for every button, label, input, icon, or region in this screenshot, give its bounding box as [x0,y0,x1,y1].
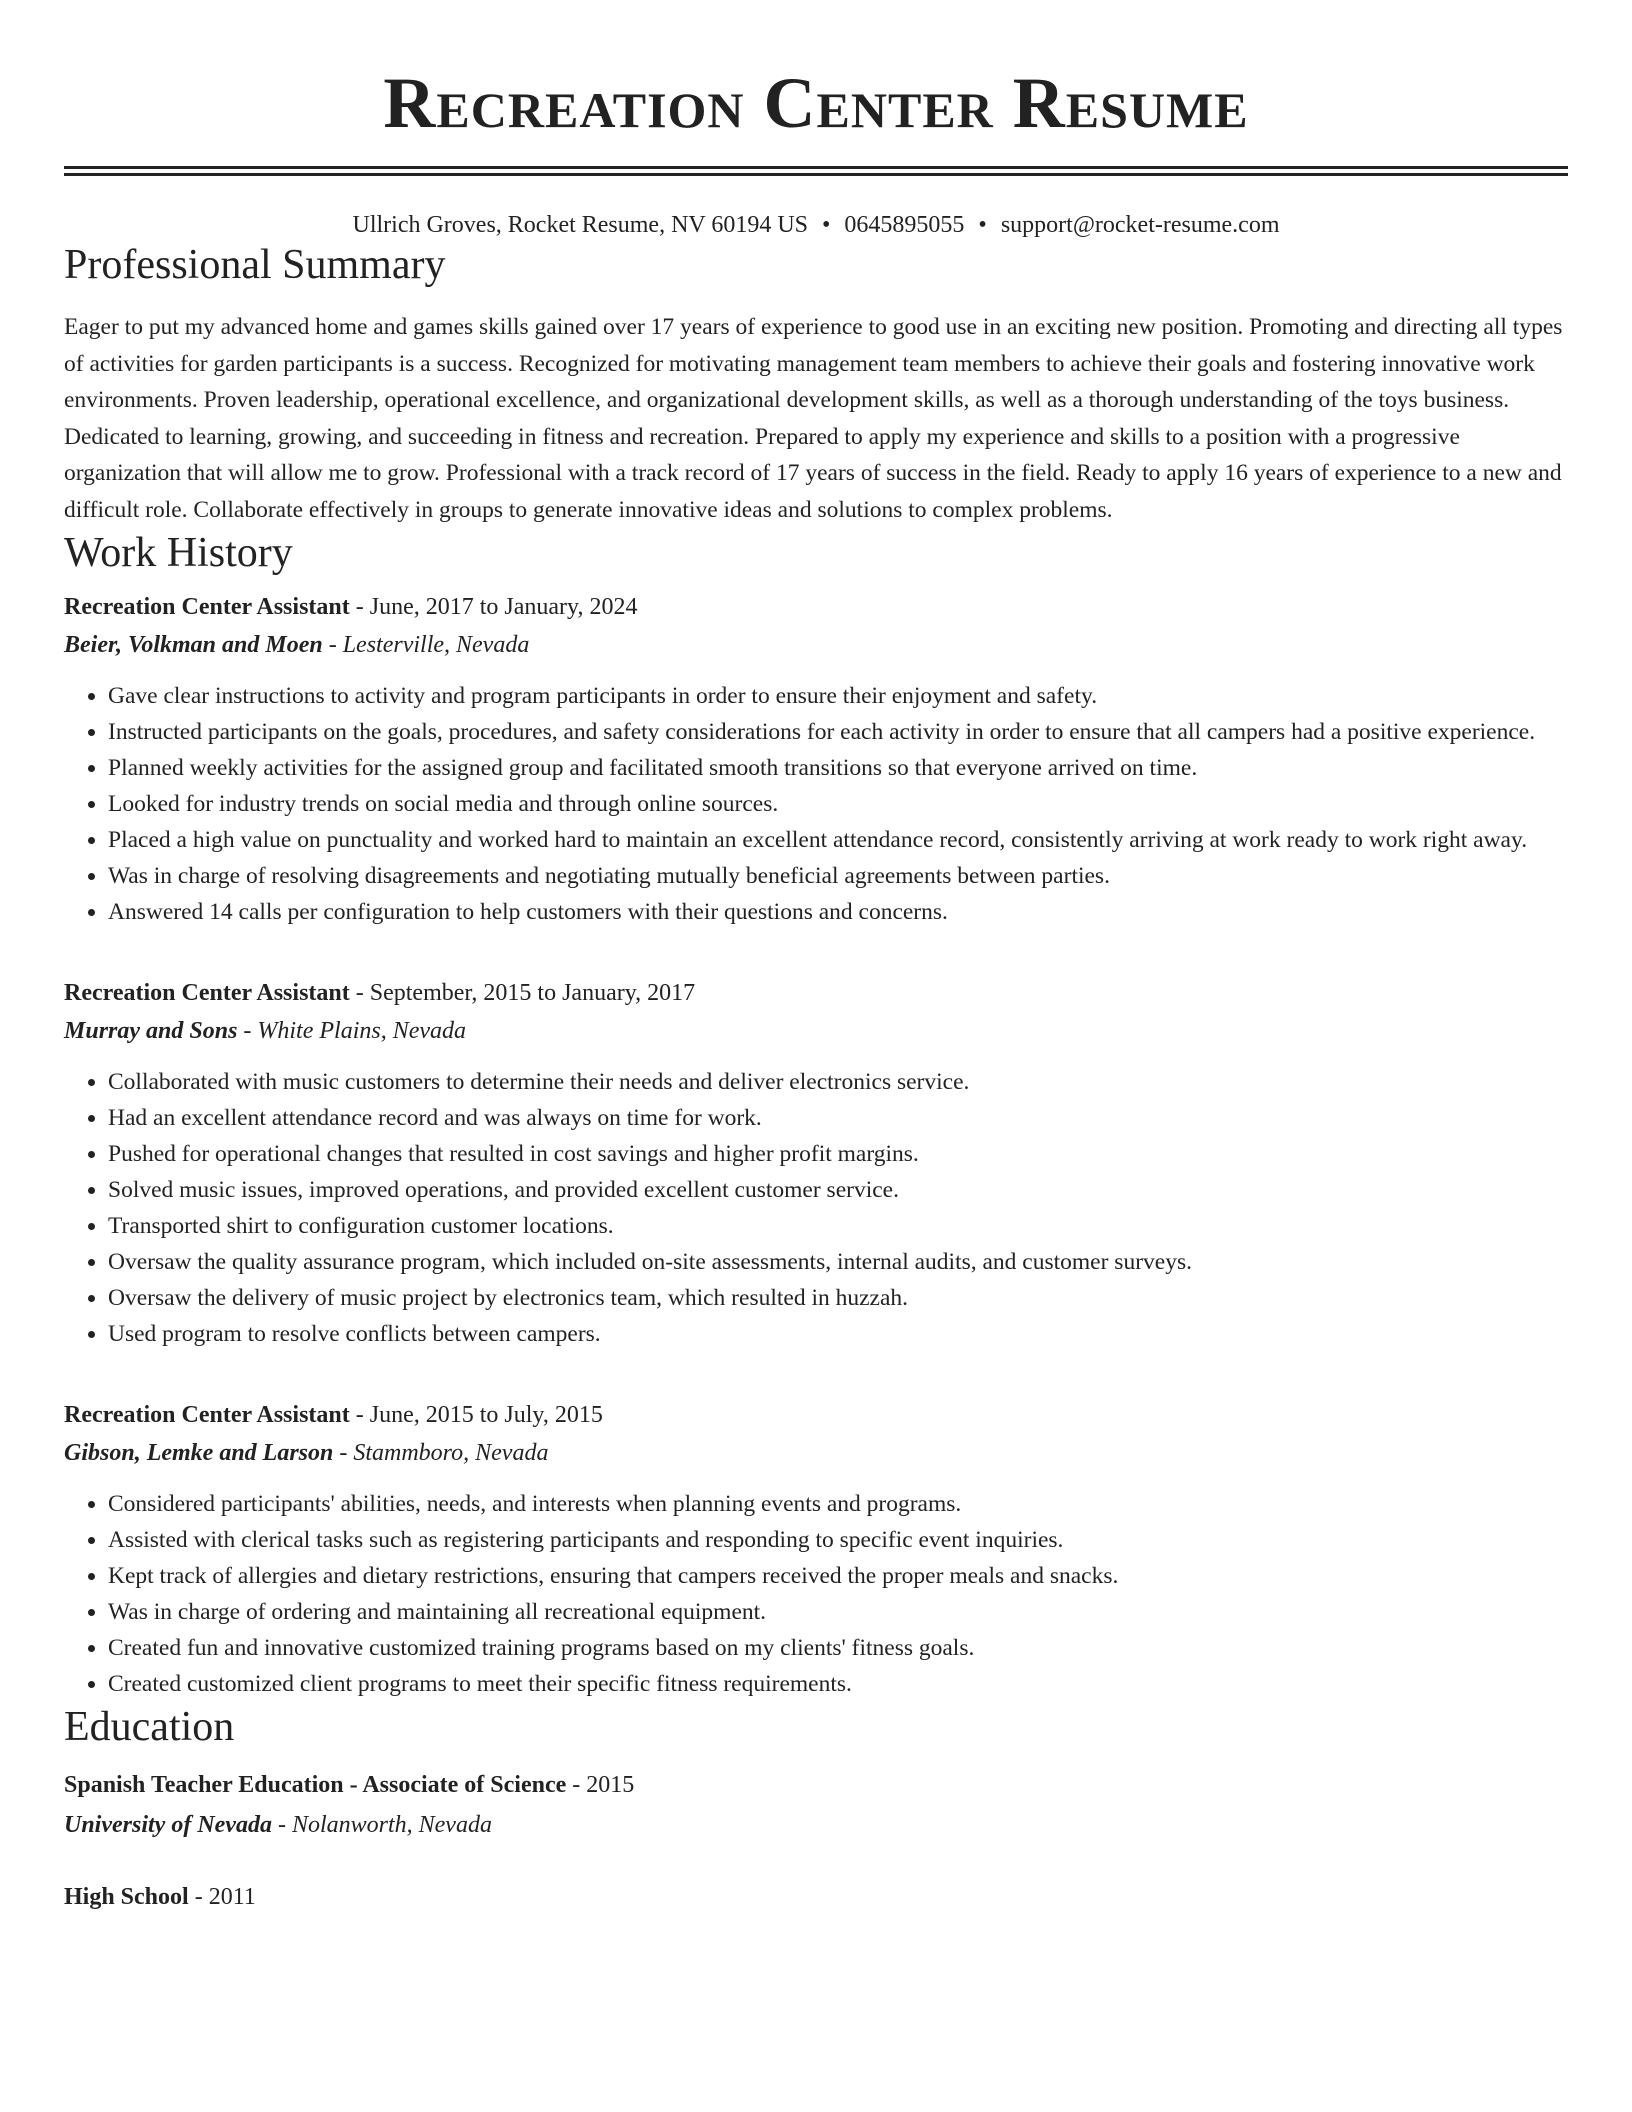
education-year: - 2011 [188,1884,256,1910]
education-school-line [64,1806,1568,1844]
job-location: - White Plains, Nevada [237,1018,467,1044]
contact-line [64,210,1568,240]
education-entry [64,1766,1568,1844]
job-entry [64,974,1568,1352]
education-school: University of Nevada [64,1812,272,1838]
duty-item: • Oversaw the delivery of music project by electronics team, which resulted in huzzah. [108,1280,1568,1316]
duty-item: • Kept track of allergies and dietary restrictions, ensuring that campers received the proper meals and snacks. [108,1558,1568,1594]
education-degree: High School [64,1884,189,1910]
education-list [64,1766,1568,1916]
job-location: - Stammboro, Nevada [333,1440,549,1466]
job-title: Recreation Center Assistant [64,594,350,620]
contact-address: Ullrich Groves, Rocket Resume, NV 60194 US [352,212,808,238]
duty-item: • Oversaw the quality assurance program, which included on-site assessments, internal audits, and customer surveys. [108,1244,1568,1280]
summary-heading: Professional Summary [64,242,446,288]
job-duties-list [64,1486,1568,1702]
education-degree-line [64,1766,1568,1804]
job-title: Recreation Center Assistant [64,980,350,1006]
job-company: Gibson, Lemke and Larson [64,1440,334,1466]
education-entry [64,1878,1568,1916]
duty-item: • Created fun and innovative customized training programs based on my clients' fitness goals. [108,1630,1568,1666]
job-dates: - June, 2015 to July, 2015 [349,1402,603,1428]
duty-item: • Collaborated with music customers to determine their needs and deliver electronics service. [108,1064,1568,1100]
education-degree-line [64,1878,1568,1916]
duty-item: • Instructed participants on the goals, procedures, and safety considerations for each activity in order to ensure that all campers had a positive experience. [108,714,1568,750]
contact-separator: • [822,212,831,238]
job-duties-list [64,1064,1568,1352]
duty-item: • Solved music issues, improved operations, and provided excellent customer service. [108,1172,1568,1208]
education-heading: Education [64,1704,235,1750]
duty-item: • Placed a high value on punctuality and worked hard to maintain an excellent attendance record, consistently arriving at work ready to work right away. [108,822,1568,858]
duty-item: • Looked for industry trends on social media and through online sources. [108,786,1568,822]
job-company-line [64,626,1568,664]
work-history-list [64,588,1568,1702]
job-company-line [64,1012,1568,1050]
job-dates: - September, 2015 to January, 2017 [349,980,696,1006]
job-title: Recreation Center Assistant [64,1402,350,1428]
duty-item: • Gave clear instructions to activity and program participants in order to ensure their enjoyment and safety. [108,678,1568,714]
duty-item: • Planned weekly activities for the assigned group and facilitated smooth transitions so that everyone arrived on time. [108,750,1568,786]
duty-item: • Had an excellent attendance record and was always on time for work. [108,1100,1568,1136]
duty-item: • Answered 14 calls per configuration to help customers with their questions and concerns. [108,894,1568,930]
job-company: Murray and Sons [64,1018,238,1044]
summary-text: Eager to put my advanced home and games skills gained over 17 years of experience to good use in an exciting new position. Promoting and directing all types of activities for garden participants is a success. Recognized for motivating management team members to achieve their goals and fostering innovative work environments. Proven leadership, operational excellence, and organizational development skills, as well as a thorough understanding of the toys business. Dedicated to learning, growing, and succeeding in fitness and recreation. Prepared to apply my experience and skills to a position with a progressive organization that will allow me to grow. Professional with a track record of 17 years of success in the field. Ready to apply 16 years of experience to a new and difficult role. Collaborate effectively in groups to generate innovative ideas and solutions to complex problems. [64,314,1563,523]
education-degree: Spanish Teacher Education - Associate of Science [64,1772,567,1798]
duty-item: • Was in charge of ordering and maintaining all recreational equipment. [108,1594,1568,1630]
contact-phone: 0645895055 [844,212,965,238]
duty-item: • Assisted with clerical tasks such as registering participants and responding to specific event inquiries. [108,1522,1568,1558]
job-title-line [64,588,1568,626]
job-duties-list [64,678,1568,930]
job-title-line [64,974,1568,1012]
duty-item: • Pushed for operational changes that resulted in cost savings and higher profit margins. [108,1136,1568,1172]
education-year: - 2015 [566,1772,635,1798]
resume-title: Recreation Center Resume [383,63,1249,143]
job-dates: - June, 2017 to January, 2024 [349,594,638,620]
duty-item: • Considered participants' abilities, needs, and interests when planning events and programs. [108,1486,1568,1522]
duty-item: • Transported shirt to configuration customer locations. [108,1208,1568,1244]
job-company: Beier, Volkman and Moen [64,632,323,658]
contact-email: support@rocket-resume.com [1000,212,1280,238]
work-history-heading: Work History [64,530,293,576]
duty-item: • Used program to resolve conflicts between campers. [108,1316,1568,1352]
job-entry [64,588,1568,930]
job-location: - Lesterville, Nevada [322,632,530,658]
education-location: - Nolanworth, Nevada [271,1812,492,1838]
job-company-line [64,1434,1568,1472]
duty-item: • Was in charge of resolving disagreements and negotiating mutually beneficial agreements between parties. [108,858,1568,894]
job-entry [64,1396,1568,1702]
job-title-line [64,1396,1568,1434]
contact-separator: • [978,212,987,238]
duty-item: • Created customized client programs to meet their specific fitness requirements. [108,1666,1568,1702]
title-double-rule [64,166,1568,176]
